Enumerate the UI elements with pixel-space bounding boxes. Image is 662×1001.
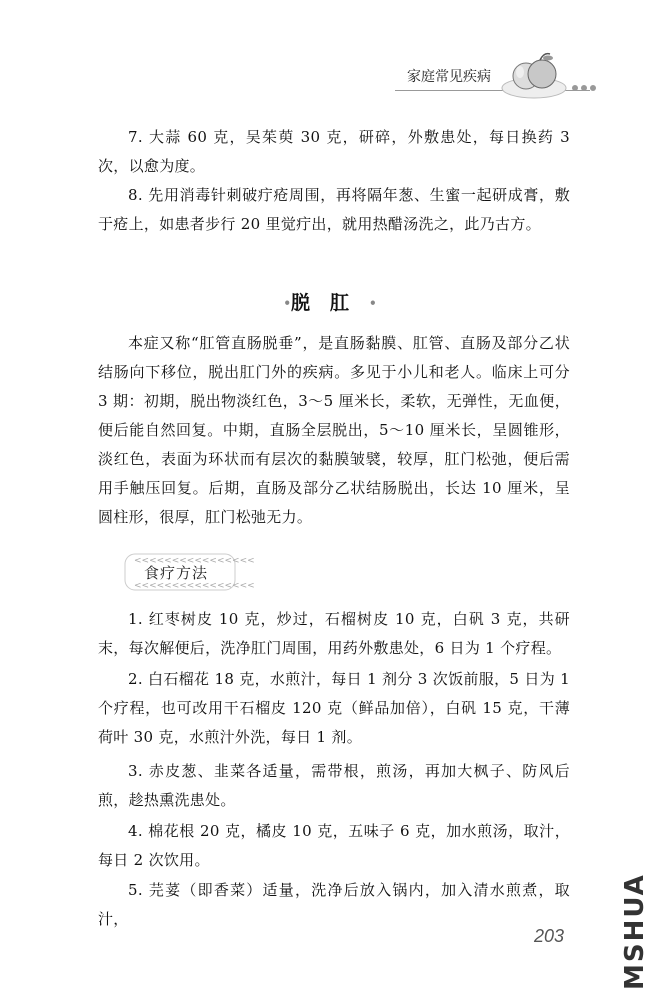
- list-item: 4. 棉花根 20 克，橘皮 10 克，五味子 6 克，加水煎汤，取汁，每日 2 次饮用。: [98, 822, 570, 869]
- bullet-icon: •: [369, 296, 377, 311]
- subheading: 食疗方法: [144, 564, 209, 582]
- list-item: 2. 白石榴花 18 克，水煎汁，每日 1 剂分 3 次饭前服，5 日为 1 个疗程，也可改用干石榴皮 120 克（鲜品加倍），白矾 15 克，干薄荷叶 30 克，水煎汁外洗，每日 1 剂。: [98, 670, 570, 746]
- list-item: 5. 芫荽（即香菜）适量，洗净后放入锅内，加入清水煎煮，取汁，: [98, 881, 570, 928]
- list-item: 3. 赤皮葱、韭菜各适量，需带根，煎汤，再加大枫子、防风后煎，趁热熏洗患处。: [98, 762, 570, 809]
- svg-text:<<<<<<<<<<<<<<<<: <<<<<<<<<<<<<<<<: [134, 581, 255, 591]
- section-title: [260, 288, 400, 315]
- section-description: 本症又称“肛管直肠脱垂”，是直肠黏膜、肛管、直肠及部分乙状结肠向下移位，脱出肛门外的疾病。多见于小儿和老人。临床上可分 3 期：初期，脱出物淡红色，3～5 厘米长，柔软，无弹性，无血便，便后能自然回复。中期，直肠全层脱出，5～10 厘米长，呈圆锥形，淡红色，表面为环状而有层次的黏膜皱襞，较厚，肛门松弛，便后需用手触压回复。后期，直肠及部分乙状结肠脱出，长达 10 厘米，呈圆柱形，很厚，肛门松弛无力。: [98, 334, 570, 526]
- page-number: 203: [534, 926, 565, 946]
- watermark: MSHUA: [620, 873, 650, 990]
- list-item: 8. 先用消毒针刺破疔疮周围，再将隔年葱、生蜜一起研成膏，敷于疮上，如患者步行 20 里觉疔出，就用热醋汤洗之，此乃古方。: [98, 186, 570, 233]
- section-title-text: 脱肛: [290, 292, 369, 314]
- list-item: 1. 红枣树皮 10 克，炒过，石榴树皮 10 克，白矾 3 克，共研末，每次解便后，洗净肛门周围，用药外敷患处，6 日为 1 个疗程。: [98, 610, 570, 657]
- decorative-dots: [572, 76, 599, 95]
- running-header-title: 家庭常见疾病: [407, 69, 491, 85]
- bullet-icon: •: [283, 296, 291, 311]
- list-item: 7. 大蒜 60 克，吴茱萸 30 克，研碎，外敷患处，每日换药 3 次，以愈为度。: [98, 128, 570, 175]
- fruit-bowl-icon: [500, 48, 568, 104]
- svg-text:<<<<<<<<<<<<<<<<: <<<<<<<<<<<<<<<<: [134, 556, 255, 566]
